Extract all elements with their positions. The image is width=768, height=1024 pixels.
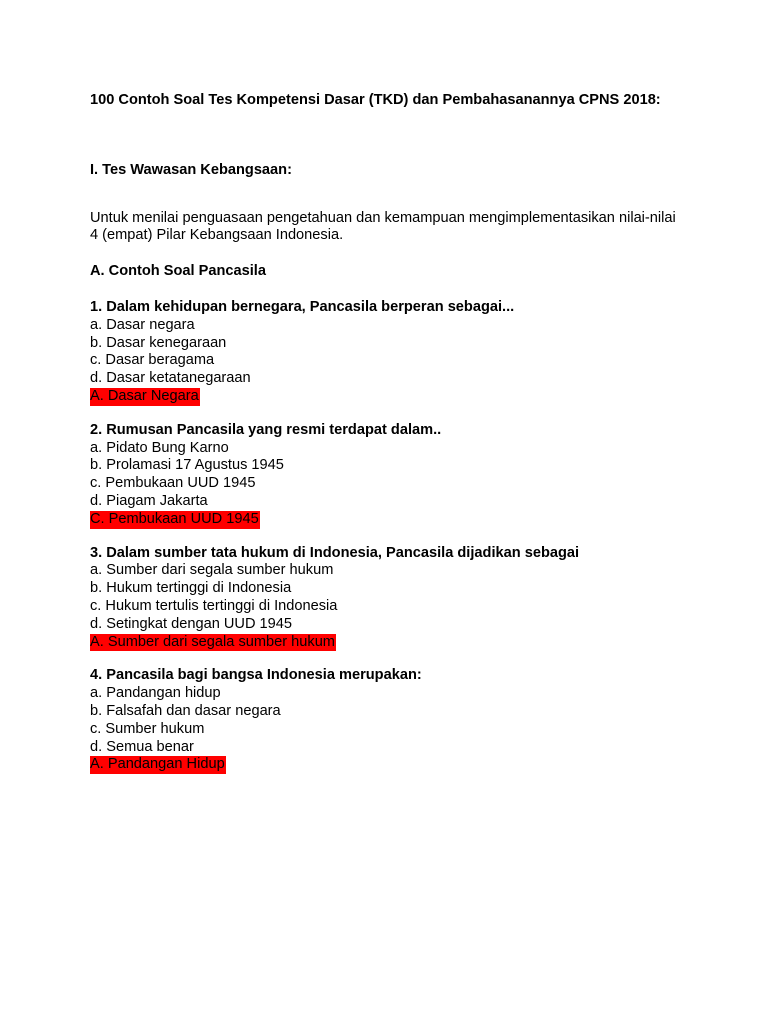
option-d: d. Dasar ketatanegaraan bbox=[90, 370, 251, 387]
question-2 bbox=[90, 422, 690, 529]
question-text: 3. Dalam sumber tata hukum di Indonesia, Pancasila dijadikan sebagai bbox=[90, 544, 580, 561]
option-b: b. Hukum tertinggi di Indonesia bbox=[90, 580, 292, 597]
document-page bbox=[90, 92, 690, 774]
option-c: c. Pembukaan UUD 1945 bbox=[90, 475, 256, 492]
option-c: c. Hukum tertulis tertinggi di Indonesia bbox=[90, 597, 338, 614]
question-4 bbox=[90, 667, 690, 774]
answer-highlight: A. Pandangan Hidup bbox=[90, 756, 225, 773]
option-d: d. Semua benar bbox=[90, 738, 194, 755]
option-b: b. Prolamasi 17 Agustus 1945 bbox=[90, 457, 284, 474]
question-text: 2. Rumusan Pancasila yang resmi terdapat dalam.. bbox=[90, 421, 442, 438]
option-a: a. Pidato Bung Karno bbox=[90, 439, 229, 456]
section-title: I. Tes Wawasan Kebangsaan: bbox=[90, 161, 292, 178]
option-a: a. Pandangan hidup bbox=[90, 685, 221, 702]
document-title: 100 Contoh Soal Tes Kompetensi Dasar (TKD) dan Pembahasanannya CPNS 2018: bbox=[90, 92, 661, 108]
intro-paragraph: Untuk menilai penguasaan pengetahuan dan kemampuan mengimplementasikan nilai-nilai 4 (empat) Pilar Kebangsaan Indonesia. bbox=[90, 209, 676, 244]
subsection-title: A. Contoh Soal Pancasila bbox=[90, 263, 266, 280]
answer-highlight: A. Sumber dari segala sumber hukum bbox=[90, 633, 335, 650]
question-text: 4. Pancasila bagi bangsa Indonesia merupakan: bbox=[90, 667, 422, 684]
answer-highlight: C. Pembukaan UUD 1945 bbox=[90, 510, 259, 527]
question-1 bbox=[90, 299, 690, 406]
question-3 bbox=[90, 545, 690, 652]
option-b: b. Falsafah dan dasar negara bbox=[90, 702, 281, 719]
option-d: d. Setingkat dengan UUD 1945 bbox=[90, 615, 293, 632]
option-c: c. Dasar beragama bbox=[90, 352, 215, 369]
question-text: 1. Dalam kehidupan bernegara, Pancasila berperan sebagai... bbox=[90, 298, 515, 315]
option-b: b. Dasar kenegaraan bbox=[90, 334, 227, 351]
option-d: d. Piagam Jakarta bbox=[90, 492, 208, 509]
option-a: a. Dasar negara bbox=[90, 316, 195, 333]
option-a: a. Sumber dari segala sumber hukum bbox=[90, 562, 334, 579]
option-c: c. Sumber hukum bbox=[90, 720, 205, 737]
answer-highlight: A. Dasar Negara bbox=[90, 387, 199, 404]
